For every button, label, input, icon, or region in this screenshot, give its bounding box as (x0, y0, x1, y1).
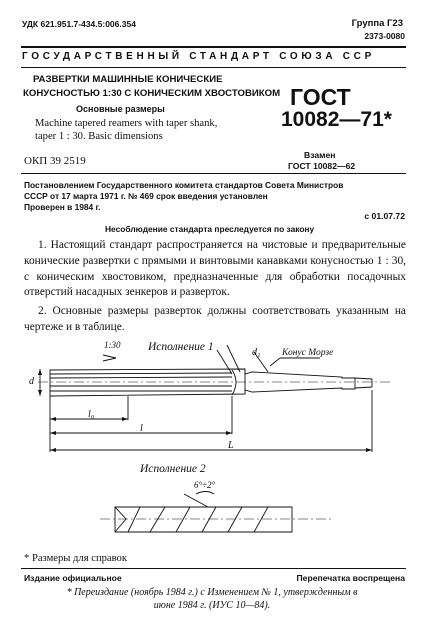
figure-version-2-label: Исполнение 2 (140, 463, 206, 475)
helix-angle-label: 6°÷2° (194, 480, 216, 490)
gost-number: 10082—71* (281, 108, 392, 131)
decree-line2: СССР от 17 марта 1971 г. № 469 срок введения установлен (24, 191, 268, 201)
taper-indicator-label: 1:30 (104, 340, 121, 350)
okp-code: ОКП 39 2519 (24, 155, 86, 167)
title-ru-line1: РАЗВЕРТКИ МАШИННЫЕ КОНИЧЕСКИЕ (33, 74, 223, 85)
reference-footnote: * Размеры для справок (24, 553, 127, 564)
morse-taper-label: Конус Морзе (282, 348, 334, 358)
title-en-line2: taper 1 : 30. Basic dimensions (35, 131, 163, 142)
group-code: Группа Г23 (351, 18, 403, 29)
decree-date: с 01.07.72 (364, 211, 405, 221)
reissue-note: * Переиздание (ноябрь 1984 г.) с Изменением № 1, утвержденным в июне 1984 г. (ИУС 10—84). (66, 587, 358, 611)
reamer-version-1 (38, 345, 392, 452)
paragraph-1: 1. Настоящий стандарт распространяется на чистовые и предварительные конические развертки с прямыми и винтовыми канавками конусностью 1 : 30, с коническим хвостовиком, предназначенные для обработки посадочных отверстий насадных зенкеров и разверток. (24, 239, 406, 299)
length-l-label: l (140, 423, 143, 434)
reprint-prohibited: Перепечатка воспрещена (296, 573, 405, 583)
paragraph-2: 2. Основные размеры разверток должны соответствовать указанным на чертеже и в таблице. (24, 305, 406, 333)
title-ru-line2: КОНУСНОСТЬЮ 1:30 С КОНИЧЕСКИМ ХВОСТОВИКОМ (23, 88, 281, 99)
length-l0-label: l₀ (88, 409, 95, 420)
gost-label: ГОСТ (290, 84, 351, 110)
title-ru-subtitle: Основные размеры (76, 104, 165, 114)
figure-version-1-label: Исполнение 1 (148, 341, 214, 353)
official-edition: Издание официальное (24, 573, 122, 583)
diameter-d-label: d (29, 376, 34, 387)
diameter-d1-label: d₁ (252, 347, 261, 358)
footer-rule (21, 568, 406, 569)
state-standard-banner: ГОСУДАРСТВЕННЫЙ СТАНДАРТ СОЮЗА ССР (22, 51, 375, 62)
replaces-label: Взамен (304, 150, 336, 160)
decree-line1: Постановлением Государственного комитета стандартов Совета Министров (24, 180, 344, 190)
title-en-line1: Machine tapered reamers with taper shank, (35, 118, 218, 129)
law-warning: Несоблюдение стандарта преследуется по закону (105, 224, 315, 234)
replaces-value: ГОСТ 10082—62 (288, 161, 356, 171)
decree-line3: Проверен в 1984 г. (24, 202, 101, 212)
length-L-label: L (228, 440, 234, 451)
reamer-version-2 (100, 492, 332, 533)
registry-number: 2373-0080 (364, 31, 405, 41)
udk-code: УДК 621.951.7-434.5:006.354 (22, 19, 136, 29)
